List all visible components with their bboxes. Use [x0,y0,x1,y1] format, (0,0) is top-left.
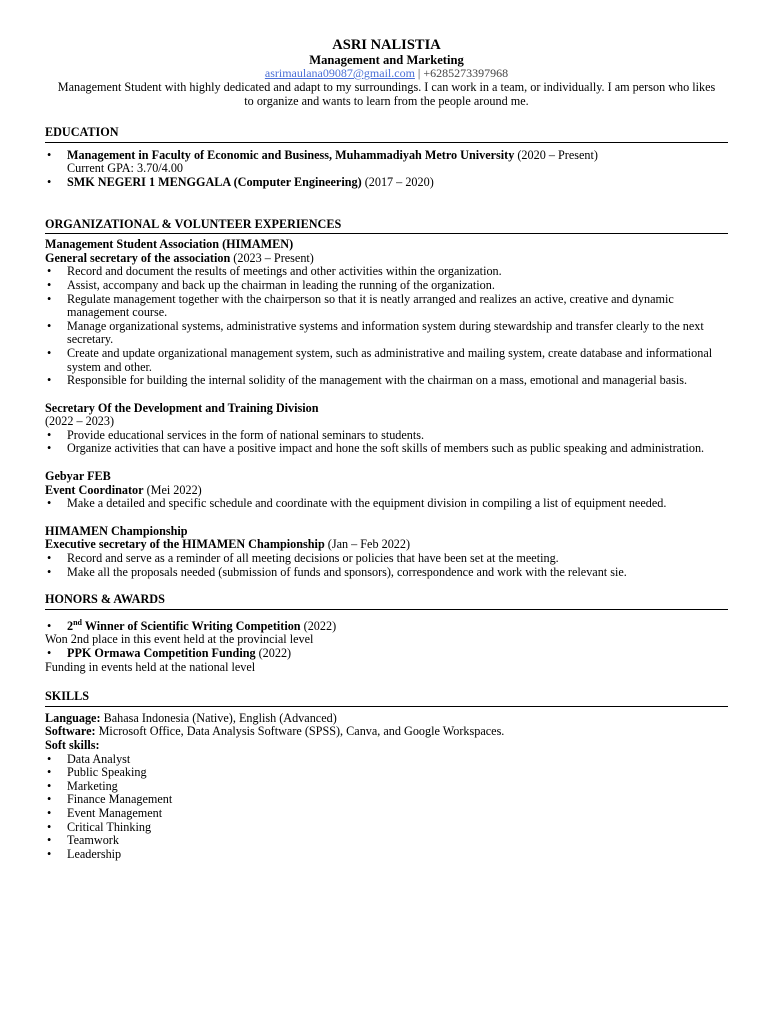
soft-skill-item: • Marketing [45,780,728,794]
award-bullet-list [45,647,728,661]
soft-skill-item: • Public Speaking [45,766,728,780]
section-title-experience: ORGANIZATIONAL & VOLUNTEER EXPERIENCES [45,218,728,235]
section-title-skills: SKILLS [45,690,728,707]
award-title: Winner of Scientific Writing Competition [82,618,301,633]
education-item [45,149,728,176]
experience-bullet: • Regulate management together with the chairperson so that it is neatly arranged and realizes an active, creative and dynamic management course. [45,293,728,320]
award-title-line [45,647,728,661]
experience-bullets [45,265,728,387]
phone-number: +6285273397968 [423,66,509,80]
experience-bullet: • Assist, accompany and back up the chairman in leading the running of the organization. [45,279,728,293]
experience-bullets [45,497,728,511]
soft-skill-item: • Critical Thinking [45,821,728,835]
award-title-line [45,617,728,634]
award-description: Funding in events held at the national level [45,659,256,674]
experience-period: (Mei 2022) [143,482,202,497]
experience-org: Gebyar FEB [45,469,111,484]
experience-bullet: • Make a detailed and specific schedule and coordinate with the equipment division in compiling a list of equipment needed. [45,497,728,511]
award-rank: 2 [67,618,74,633]
resume-header [45,38,728,108]
soft-skills-list [45,753,728,862]
education-list [45,149,728,190]
experience-bullet: • Organize activities that can have a positive impact and hone the soft skills of members such as public speaking and administration. [45,442,728,456]
skills-block [45,712,728,862]
experience-position: Executive secretary of the HIMAMEN Championship [45,537,325,552]
experience-period: (2023 – Present) [230,250,314,265]
experience-role-line [45,538,728,552]
experience-bullet: • Record and serve as a reminder of all meeting decisions or policies that have been set at the meeting. [45,552,728,566]
experience-bullet: • Provide educational services in the form of national seminars to students. [45,429,728,443]
skill-language-label: Language: [45,710,101,725]
experience-role-line [45,252,728,266]
experience-bullet: • Record and document the results of meetings and other activities within the organization. [45,265,728,279]
education-gpa: Current GPA: 3.70/4.00 [67,161,184,176]
experience-role-line [45,484,728,498]
award-rank-suffix: nd [73,617,82,627]
experience-bullet: • Manage organizational systems, administrative systems and information system during stewardship and transfer clearly to the next secretary. [45,320,728,347]
experience-bullet: • Responsible for building the internal solidity of the management with the chairman on a mass, emotional and managerial basis. [45,374,728,388]
education-period: (2017 – 2020) [361,174,434,189]
skill-software-label: Software: [45,724,96,739]
experience-org: Secretary Of the Development and Training Division [45,400,319,415]
education-item [45,176,728,190]
soft-skill-item: • Event Management [45,807,728,821]
contact-line [45,67,728,80]
profile-summary: Management Student with highly dedicated and adapt to my surroundings. I can work in a team, or individually. I am person who likes to organize and wants to learn from the people around me. [57,80,716,108]
skill-language-line [45,712,728,726]
candidate-role: Management and Marketing [309,53,464,67]
experience-entry [45,238,728,388]
skill-language-value: Bahasa Indonesia (Native), English (Advanced) [100,710,337,725]
education-school: Management in Faculty of Economic and Business, Muhammadiyah Metro University [67,147,515,162]
soft-skills-label: Soft skills: [45,737,100,752]
experience-period: (Jan – Feb 2022) [324,537,411,552]
section-title-honors: HONORS & AWARDS [45,593,728,610]
experience-bullet: • Create and update organizational management system, such as administrative and mailing system, create database and informational system and other. [45,347,728,374]
experience-bullet: • Make all the proposals needed (submission of funds and sponsors), correspondence and work with the relevant sie. [45,566,728,580]
soft-skill-item: • Data Analyst [45,753,728,767]
education-period: (2020 – Present) [514,147,598,162]
email-link[interactable]: asrimaulana09087@gmail.com [264,66,415,80]
experience-bullets [45,552,728,579]
skill-software-value: Microsoft Office, Data Analysis Software (SPSS), Canva, and Google Workspaces. [95,724,505,739]
section-title-education: EDUCATION [45,126,728,143]
experience-entry [45,525,728,579]
experience-bullets [45,429,728,456]
education-school: SMK NEGERI 1 MENGGALA (Computer Engineering) [67,174,362,189]
experience-org: Management Student Association (HIMAMEN) [45,237,294,252]
experience-position: General secretary of the association [45,250,231,265]
award-item [45,617,728,674]
award-year: (2022) [300,618,337,633]
experience-org: HIMAMEN Championship [45,523,188,538]
soft-skill-item: • Finance Management [45,793,728,807]
experience-period: (2022 – 2023) [45,414,115,429]
award-year: (2022) [255,646,292,660]
experience-position: Event Coordinator [45,482,144,497]
skill-software-line [45,725,728,739]
award-bullet-list [45,617,728,634]
award-title: PPK Ormawa Competition Funding [67,646,256,660]
experience-entry [45,470,728,511]
award-description: Won 2nd place in this event held at the provincial level [45,632,314,647]
soft-skill-item: • Teamwork [45,834,728,848]
contact-separator: | [414,66,424,80]
candidate-name: ASRI NALISTIA [332,37,441,53]
experience-entry [45,402,728,456]
soft-skill-item: • Leadership [45,848,728,862]
